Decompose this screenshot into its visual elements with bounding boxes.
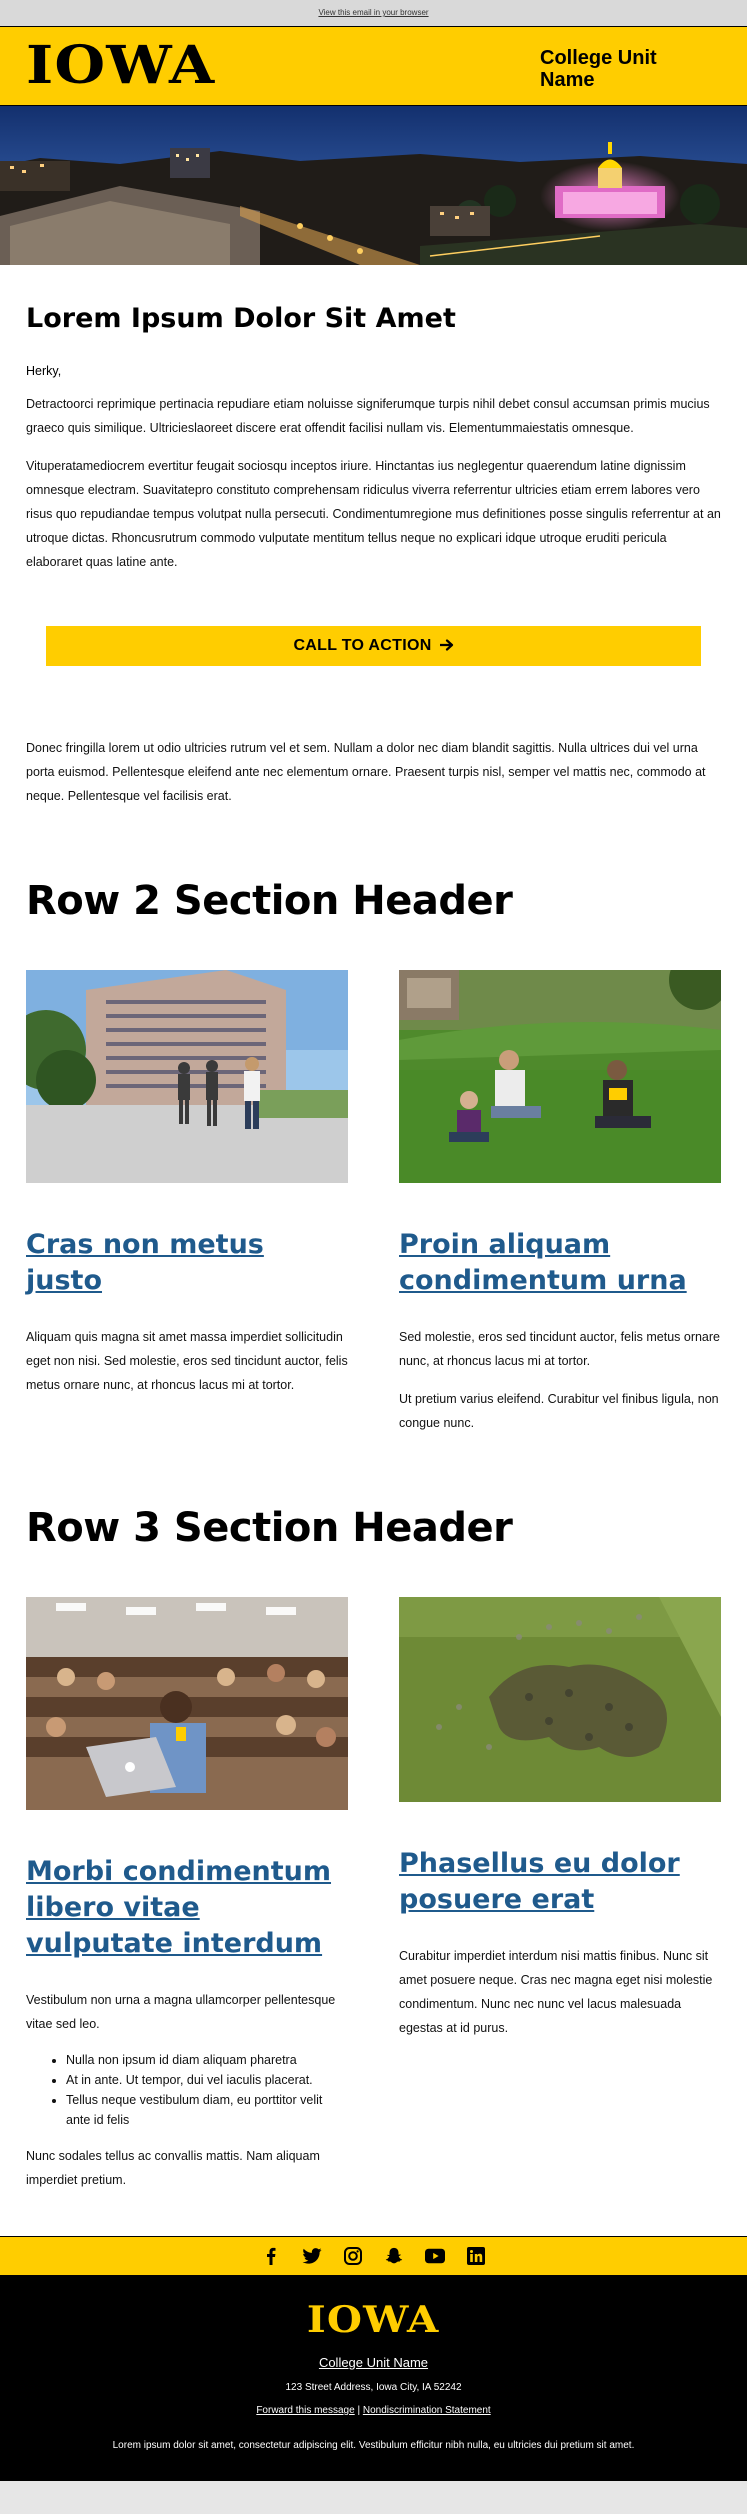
view-in-browser-link[interactable]: View this email in your browser [318,8,429,17]
intro-paragraph-1: Detractoorci reprimique pertinacia repudiare etiam noluisse signiferumque turpis nihil debet consul accumsan primis mucius graeco quis similique. Ultricieslaoreet discere erat offendit facilisi nullam vis. Elementummaiestatis omnesque. [26,397,710,435]
row3-left-image[interactable] [26,1597,348,1810]
college-unit-name [540,47,657,91]
hero-night-campus-illustration [0,106,747,265]
row3-section-header: Row 3 Section Header [26,1505,513,1551]
row2-left-image[interactable] [26,970,348,1183]
row2-right-paragraph-1: Sed molestie, eros sed tincidunt auctor, felis metus ornare nunc, at rhoncus lacus mi at tortor. [399,1330,720,1368]
list-item: • Nulla non ipsum id diam aliquam pharetra [66,2050,348,2070]
unit-name-line2: Name [540,69,595,91]
row2-right-paragraph-2: Ut pretium varius eleifend. Curabitur vel finibus ligula, non congue nunc. [399,1392,719,1430]
intro-greeting: Herky, [26,364,62,378]
footer-legal-text: Lorem ipsum dolor sit amet, consectetur adipiscing elit. Vestibulum efficitur nibh nulla, eu ultricies dui pretium sit amet. [112,2440,635,2451]
footer-links [20,2405,727,2416]
row2-right-title-link[interactable]: Proin aliquam condimentum urna [399,1229,687,1296]
email-header [0,26,747,106]
cta-label: CALL TO ACTION [293,637,432,654]
intro-paragraph-3: Donec fringilla lorem ut odio ultricies rutrum vel et sem. Nullam a dolor nec diam blandit sagittis. Nulla ultrices dui vel urna porta euismod. Pellentesque eleifend ante nec elementum ornare. Praesent turpis nisl, semper vel mattis nec, commodo at neque. Pellentesque vel facilisis erat. [26,741,706,803]
row3-left-paragraph-1: Vestibulum non urna a magna ullamcorper pellentesque vitae sed leo. [26,1993,336,2031]
row3-right-column [399,1597,721,2206]
footer-link-separator: | [354,2405,363,2416]
row2-left-column [26,970,348,1449]
students-walking-photo [26,970,348,1183]
aerial-tigerhawk-field-photo [399,1597,721,1802]
row2-columns [26,970,721,1449]
row2-section-header: Row 2 Section Header [26,878,513,924]
row3-left-title [26,1854,348,1962]
nondiscrimination-statement-link[interactable]: Nondiscrimination Statement [362,2405,491,2416]
cta-wrapper [26,588,721,736]
row2-right-image[interactable] [399,970,721,1183]
twitter-icon[interactable] [302,2246,322,2266]
footer [0,2275,747,2481]
preheader [0,0,747,26]
row2-right-column [399,970,721,1449]
lecture-hall-photo [26,1597,348,1810]
list-item: • Tellus neque vestibulum diam, eu porttitor velit ante id felis [66,2090,348,2130]
instagram-icon[interactable] [343,2246,363,2266]
row2-right-title [399,1227,721,1299]
youtube-icon[interactable] [425,2246,445,2266]
students-on-lawn-photo [399,970,721,1183]
call-to-action-button[interactable] [46,626,701,666]
footer-iowa-logo[interactable]: IOWA [307,2299,440,2341]
email-body [0,265,747,2236]
row3-right-image[interactable] [399,1597,721,1802]
row3-left-bullet-list [26,2050,348,2130]
snapchat-icon[interactable] [384,2246,404,2266]
iowa-logo[interactable]: IOWA [26,35,216,96]
row3-right-title-link[interactable]: Phasellus eu dolor posuere erat [399,1848,680,1915]
footer-address: 123 Street Address, Iowa City, IA 52242 [285,2382,462,2393]
row3-right-paragraph: Curabitur imperdiet interdum nisi mattis finibus. Nunc sit amet posuere neque. Cras nec magna eget nisi molestie condimentum. Nunc nec nunc vel lacus malesuada egestas at id purus. [399,1949,713,2035]
footer-unit-name-link[interactable]: College Unit Name [318,2355,429,2370]
hero-image [0,106,747,265]
list-item: • At in ante. Ut tempor, dui vel iaculis placerat. [66,2070,348,2090]
forward-message-link[interactable]: Forward this message [256,2405,355,2416]
row3-left-title-link[interactable]: Morbi condimentum libero vitae vulputate interdum [26,1856,332,1959]
intro-paragraph-2: Vituperatamediocrem evertitur feugait sociosqu inceptos iriure. Hinctantas ius neglegentur quaerendum latine dignissim omnesque electram. Suavitatepro constituto comprehensam ridiculus viverra referrentur ultricies etiam errem labores vero risus quo repudiandae tempus volutpat nulla persecuti. Condimentumregione mus definitiones posse singulis referrentur at an utroque dictas. Rhoncusrutrum commodo vulputate mentitum tellus neque no explicari idque utroque eruditi pericula elaboraret quas latine ante. [26,459,721,569]
spacer [26,2206,721,2236]
row3-columns [26,1597,721,2206]
row3-left-column [26,1597,348,2206]
row2-left-title [26,1227,348,1299]
row3-left-paragraph-2: Nunc sodales tellus ac convallis mattis. Nam aliquam imperdiet pretium. [26,2149,320,2187]
linkedin-icon[interactable] [466,2246,486,2266]
unit-name-line1: College Unit [540,47,657,69]
arrow-right-icon [440,637,454,654]
facebook-icon[interactable] [261,2246,281,2266]
footer-unit-name [20,2355,727,2370]
row3-right-title [399,1846,721,1918]
intro-title: Lorem Ipsum Dolor Sit Amet [26,303,456,334]
row2-left-paragraph: Aliquam quis magna sit amet massa imperdiet sollicitudin eget non nisi. Sed molestie, eros sed tincidunt auctor, felis metus ornare nunc, at rhoncus lacus mi at tortor. [26,1330,348,1392]
social-icons-bar [0,2236,747,2275]
row2-left-title-link[interactable]: Cras non metus justo [26,1229,264,1296]
